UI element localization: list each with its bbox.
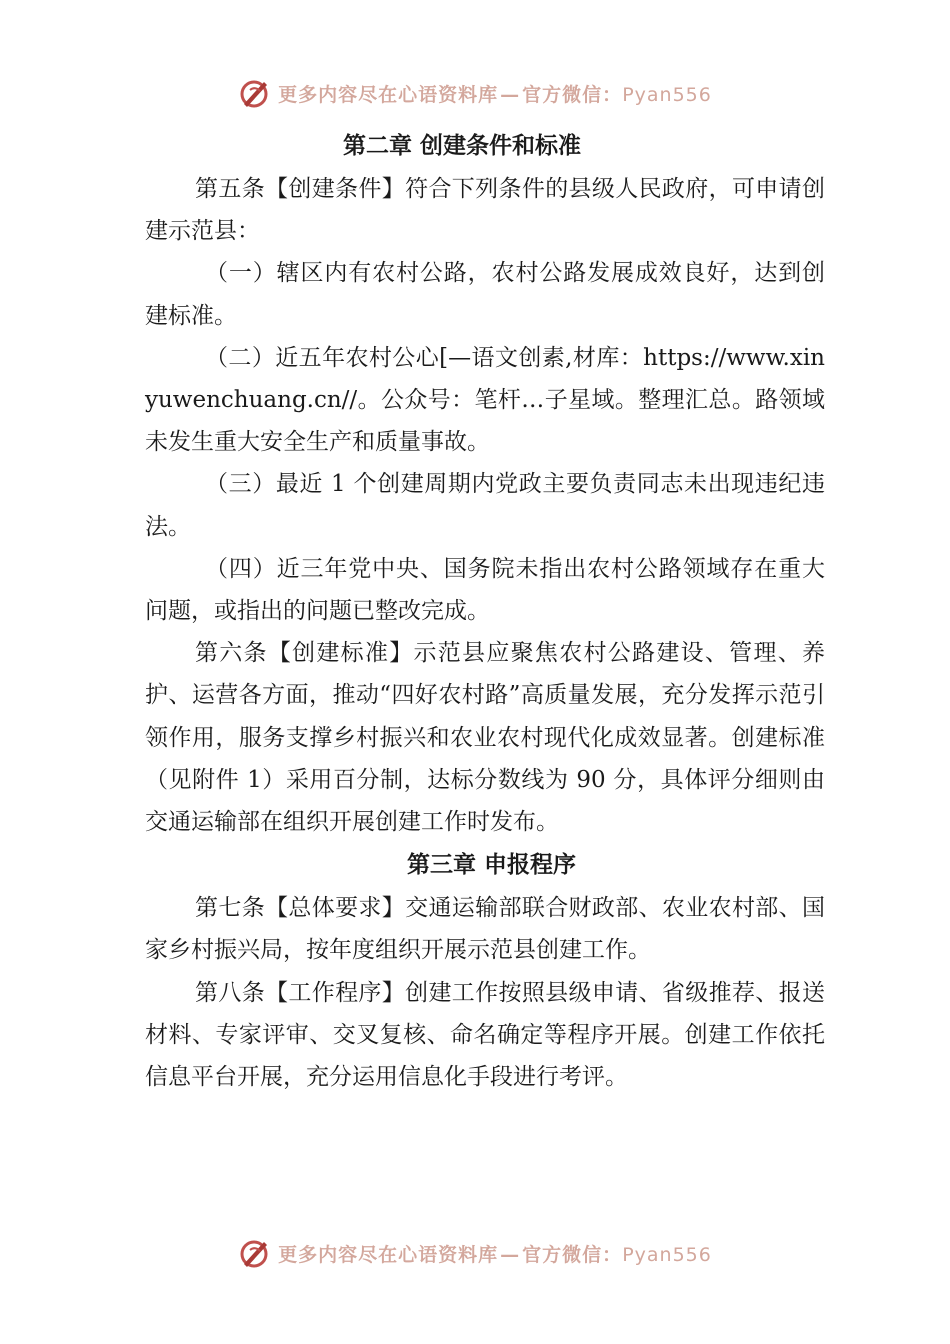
banner-dash: —	[500, 83, 521, 106]
footer-banner	[0, 1233, 950, 1273]
chapter-2-title: 第二章 创建条件和标准	[343, 133, 582, 159]
writing-logo-icon	[238, 1236, 272, 1270]
document-body	[145, 124, 825, 1098]
chapter-3-title: 第三章 申报程序	[407, 852, 577, 879]
article-5-item-3: （三）最近 1 个创建周期内党政主要负责同志未出现违纪违法。	[145, 471, 825, 540]
writing-logo-icon	[238, 76, 272, 110]
banner-slogan: 更多内容尽在心语资料库	[278, 83, 499, 106]
article-7: 第七条【总体要求】交通运输部联合财政部、农业农村部、国家乡村振兴局，按年度组织开展示范县创建工作。	[145, 895, 825, 964]
banner-slogan: 更多内容尽在心语资料库	[278, 1243, 499, 1266]
header-banner	[0, 73, 950, 113]
banner-wechat-id: Pyan556	[622, 1243, 712, 1266]
article-5-item-4: （四）近三年党中央、国务院未指出农村公路领域存在重大问题，或指出的问题已整改完成。	[145, 555, 825, 625]
banner-text	[278, 80, 712, 107]
banner-dash: —	[500, 1243, 521, 1266]
banner-wechat-id: Pyan556	[622, 83, 712, 106]
article-5-item-1: （一）辖区内有农村公路，农村公路发展成效良好，达到创建标准。	[145, 260, 825, 329]
article-8: 第八条【工作程序】创建工作按照县级申请、省级推荐、报送材料、专家评审、交叉复核、命名确定等程序开展。创建工作依托信息平台开展，充分运用信息化手段进行考评。	[145, 979, 825, 1091]
article-6: 第六条【创建标准】示范县应聚焦农村公路建设、管理、养护、运营各方面，推动“四好农村路”高质量发展，充分发挥示范引领作用，服务支撑乡村振兴和农业农村现代化成效显著。创建标准（见附件 1）采用百分制，达标分数线为 90 分，具体评分细则由交通运输部在组织开展创建工作时发布。	[145, 640, 825, 836]
banner-wechat-label: 官方微信：	[522, 83, 623, 106]
article-5-item-2: （二）近五年农村公心[—语文创素,材库：https://www.xinyuwenchuang.cn//。公众号：笔杆…子星域。整理汇总。路领域未发生重大安全生产和质量事故。	[145, 344, 825, 456]
article-5: 第五条【创建条件】符合下列条件的县级人民政府，可申请创建示范县：	[145, 176, 825, 245]
banner-text	[278, 1240, 712, 1267]
banner-wechat-label: 官方微信：	[522, 1243, 623, 1266]
